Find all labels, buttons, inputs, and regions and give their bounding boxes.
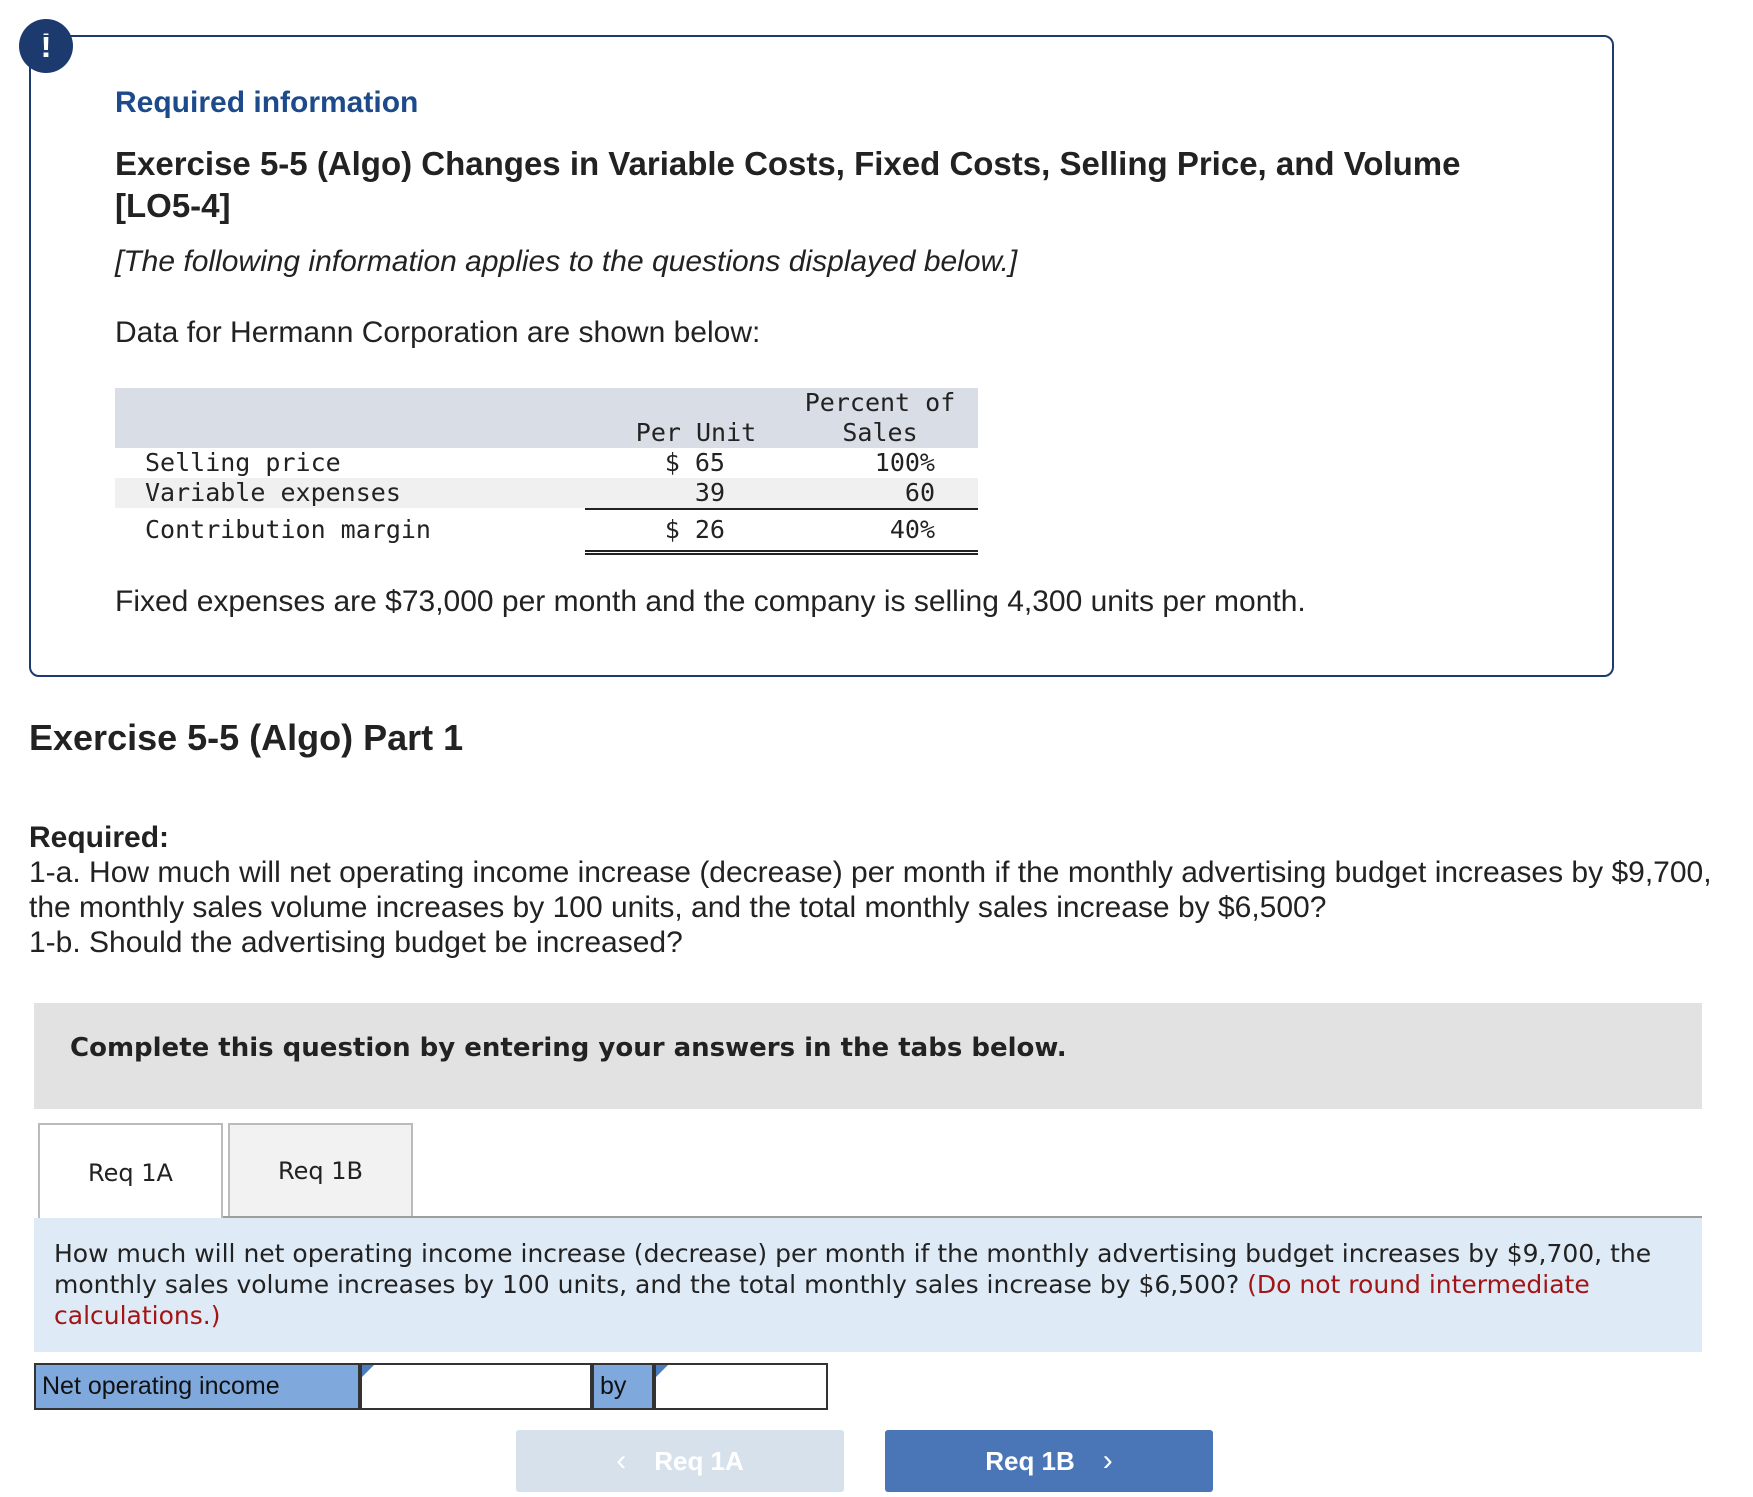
table-subtotal-rule <box>585 508 978 510</box>
tab-req-1a[interactable]: Req 1A <box>38 1123 223 1220</box>
question-note: (Do not round intermediate calculations.) <box>54 1270 1590 1330</box>
table-total-rule <box>585 550 978 555</box>
required-block <box>29 820 1739 960</box>
net-operating-income-label: Net operating income <box>34 1363 360 1410</box>
question-body: How much will net operating income increase (decrease) per month if the monthly advertising budget increases by $9,700, the monthly sales volume increases by 100 units, and the total monthly sales increase by $6,500? <box>54 1239 1652 1299</box>
prev-req-1a-button[interactable] <box>516 1430 844 1492</box>
required-information-box <box>29 35 1614 677</box>
chevron-right-icon: › <box>1102 1444 1113 1477</box>
question-panel <box>34 1218 1702 1352</box>
row-label: Selling price <box>145 448 341 477</box>
row-percent: 40% <box>889 515 935 544</box>
row-percent: 60 <box>904 478 935 507</box>
col-percent-line2: Sales <box>842 418 918 447</box>
col-per-unit: Per Unit <box>635 418 757 447</box>
tab-req-1b[interactable]: Req 1B <box>228 1123 413 1218</box>
required-heading: Required: <box>29 821 170 854</box>
table-row <box>115 515 978 545</box>
next-button-label: Req 1B <box>985 1445 1075 1476</box>
table-row <box>115 448 978 478</box>
row-per-unit: $ 65 <box>664 448 725 477</box>
col-percent-line1: Percent of <box>804 388 956 417</box>
required-q1a: 1-a. How much will net operating income increase (decrease) per month if the monthly advertising budget increases by $9,700, the monthly sales volume increases by 100 units, and the total monthly sales increase by $6,500? <box>29 856 1712 924</box>
row-per-unit: $ 26 <box>664 515 725 544</box>
row-percent: 100% <box>874 448 935 477</box>
instruction-bar <box>34 1003 1702 1109</box>
fixed-expenses-text: Fixed expenses are $73,000 per month and the company is selling 4,300 units per month. <box>115 585 1306 618</box>
col-percent-of-sales <box>785 388 975 448</box>
next-req-1b-button[interactable] <box>885 1430 1213 1492</box>
table-row <box>115 478 978 508</box>
alert-icon: ! <box>19 19 73 73</box>
prev-button-label: Req 1A <box>654 1445 744 1476</box>
exercise-title: Exercise 5-5 (Algo) Changes in Variable Costs, Fixed Costs, Selling Price, and Volume [LO5-4] <box>115 145 1461 224</box>
required-information-heading: Required information <box>115 86 419 119</box>
required-q1b: 1-b. Should the advertising budget be increased? <box>29 926 683 959</box>
by-label: by <box>592 1363 654 1410</box>
row-per-unit: 39 <box>694 478 725 507</box>
row-label: Contribution margin <box>145 515 431 544</box>
change-direction-select[interactable] <box>360 1363 592 1410</box>
answer-row <box>34 1363 794 1410</box>
instruction-text: Complete this question by entering your answers in the tabs below. <box>70 1033 1067 1063</box>
chevron-left-icon: ‹ <box>616 1444 627 1477</box>
part-title: Exercise 5-5 (Algo) Part 1 <box>29 717 464 758</box>
row-label: Variable expenses <box>145 478 401 507</box>
question-text <box>54 1238 1702 1331</box>
data-intro: Data for Hermann Corporation are shown below: <box>115 316 761 349</box>
amount-input[interactable] <box>654 1363 828 1410</box>
table-header <box>115 388 978 448</box>
info-note: [The following information applies to the questions displayed below.] <box>115 245 1018 278</box>
